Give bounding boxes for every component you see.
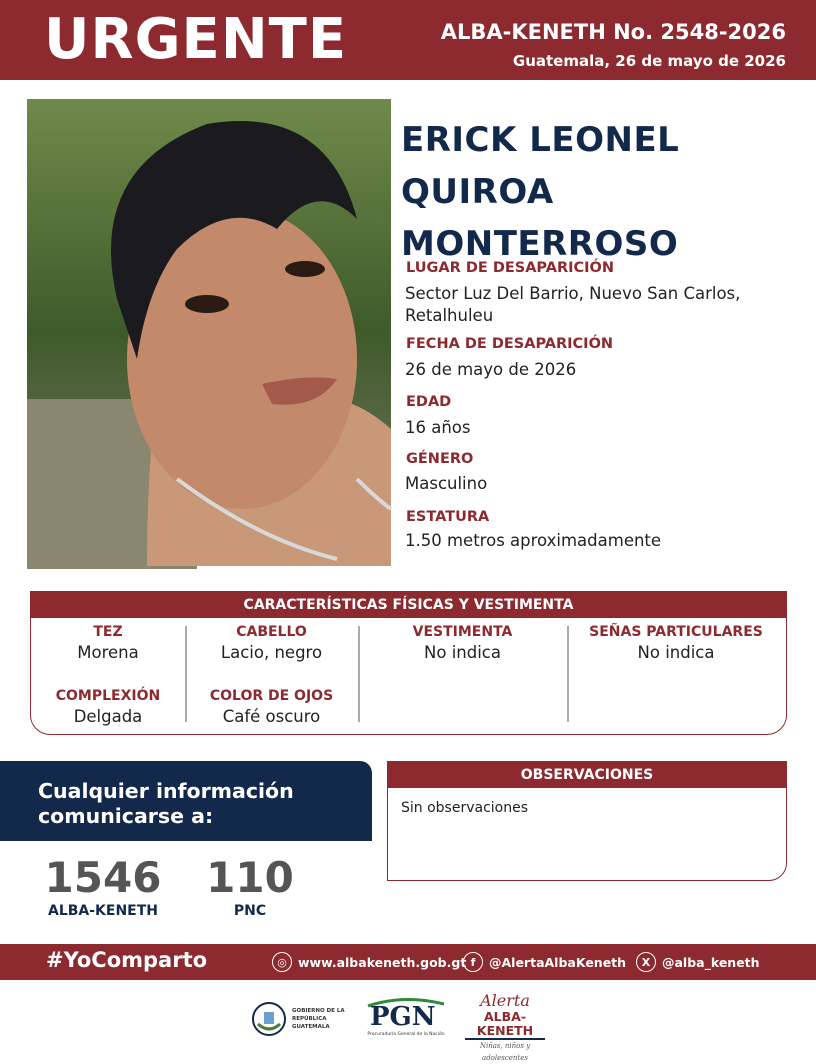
phone-pnc-label: PNC <box>233 903 267 919</box>
fecha-label: FECHA DE DESAPARICIÓN <box>406 336 614 352</box>
genero-label: GÉNERO <box>406 451 474 467</box>
divider <box>567 626 569 722</box>
contact-text <box>38 779 294 829</box>
header-banner <box>0 0 816 80</box>
x-text: @alba_keneth <box>662 954 760 970</box>
pgn-subtitle: Procuraduría General de la Nación <box>367 1032 445 1037</box>
alba-keneth-word: ALBA-KENETH <box>465 1010 545 1040</box>
guatemala-government-logo <box>250 998 360 1040</box>
characteristics-title: CARACTERÍSTICAS FÍSICAS Y VESTIMENTA <box>31 592 786 618</box>
logos-row <box>0 990 816 1062</box>
www-icon: ◎ <box>272 952 292 972</box>
guatemala-seal-icon <box>250 1000 288 1038</box>
observations-panel <box>387 761 787 881</box>
contact-line-1: Cualquier información <box>38 779 294 803</box>
name-line-1: ERICK LEONEL <box>401 120 680 160</box>
footer-bar <box>0 944 816 980</box>
facebook-text: @AlertaAlbaKeneth <box>489 954 627 970</box>
person-name <box>401 114 801 270</box>
tez-label: TEZ <box>93 624 123 640</box>
phone-pnc[interactable]: 110 <box>206 853 294 902</box>
x-icon: X <box>636 952 656 972</box>
contact-line-2: comunicarse a: <box>38 804 214 828</box>
edad-value: 16 años <box>405 418 471 437</box>
lugar-label: LUGAR DE DESAPARICIÓN <box>406 260 615 276</box>
website-link[interactable] <box>272 952 466 972</box>
edad-label: EDAD <box>406 394 452 410</box>
lugar-line-1: Sector Luz Del Barrio, Nuevo San Carlos, <box>405 284 741 303</box>
tez-value: Morena <box>77 643 139 662</box>
gov-text <box>292 1007 360 1031</box>
senas-label: SEÑAS PARTICULARES <box>589 624 763 640</box>
cabello-value: Lacio, negro <box>220 643 323 662</box>
senas-value: No indica <box>637 643 715 662</box>
observations-title: OBSERVACIONES <box>388 762 786 788</box>
characteristics-panel <box>30 591 787 735</box>
alerta-word: Alerta <box>480 991 530 1010</box>
vestimenta-label: VESTIMENTA <box>412 624 513 640</box>
contact-banner <box>0 761 372 841</box>
pgn-text: PGN <box>370 1002 436 1032</box>
pgn-logo <box>364 996 448 1042</box>
missing-person-photo <box>27 99 391 566</box>
estatura-label: ESTATURA <box>406 509 490 525</box>
x-link[interactable] <box>636 952 760 972</box>
complexion-label: COMPLEXIÓN <box>55 688 161 704</box>
divider <box>358 626 360 722</box>
hashtag: #YoComparto <box>46 948 208 972</box>
ojos-value: Café oscuro <box>222 707 321 726</box>
gov-line-2: GUATEMALA <box>292 1024 330 1030</box>
estatura-value: 1.50 metros aproximadamente <box>405 531 662 550</box>
phone-alba-keneth[interactable]: 1546 <box>44 853 162 902</box>
lugar-value <box>405 283 805 327</box>
place-date: Guatemala, 26 de mayo de 2026 <box>512 52 786 70</box>
website-text: www.albakeneth.gob.gt <box>298 954 467 970</box>
urgent-title: URGENTE <box>44 7 348 72</box>
name-line-2: QUIROA <box>401 172 554 212</box>
gov-line-1: GOBIERNO DE LA REPÚBLICA <box>292 1008 345 1022</box>
facebook-icon: f <box>463 952 483 972</box>
case-number: ALBA-KENETH No. 2548-2026 <box>440 20 786 44</box>
name-line-3: MONTERROSO <box>401 224 679 264</box>
genero-value: Masculino <box>405 474 488 493</box>
facebook-link[interactable] <box>463 952 626 972</box>
fecha-value: 26 de mayo de 2026 <box>405 360 577 379</box>
phone-alba-keneth-label: ALBA-KENETH <box>47 903 159 919</box>
ojos-label: COLOR DE OJOS <box>209 688 334 704</box>
observations-text: Sin observaciones <box>401 800 529 816</box>
alerta-alba-keneth-logo <box>465 991 545 1062</box>
cabello-label: CABELLO <box>236 624 307 640</box>
alerta-tagline: Niñas, niños y adolescentes <box>479 1042 531 1062</box>
lugar-line-2: Retalhuleu <box>405 306 494 325</box>
vestimenta-value: No indica <box>424 643 501 662</box>
complexion-value: Delgada <box>73 707 143 726</box>
